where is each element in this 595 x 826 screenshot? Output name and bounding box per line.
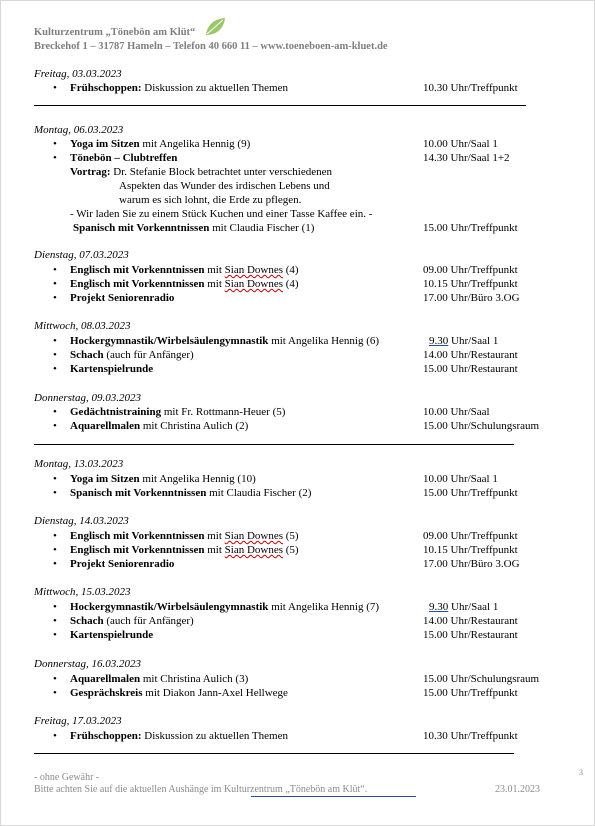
lecture-invitation: - Wir laden Sie zu einem Stück Kuchen und einer Tasse Kaffee ein. - [70,208,373,220]
instructor-name: Sian Downes [224,264,284,276]
bullet: • [53,264,57,276]
event-title: Tönebön – Clubtreffen [70,152,178,164]
event-time: 17.00 Uhr/Büro 3.OG [423,292,520,304]
event-title: Spanisch mit Vorkenntnissen [70,487,207,499]
section-divider [34,753,514,754]
event-title: Hockergymnastik/Wirbelsäulengymnastik [70,601,269,613]
event-title: Projekt Seniorenradio [70,292,175,304]
bullet: • [53,615,57,627]
bullet: • [53,558,57,570]
event-time: 09.00 Uhr/Treffpunkt [423,264,518,276]
event-detail: (auch für Anfänger) [103,615,194,627]
bullet: • [53,629,57,641]
lecture-line-2: Aspekten das Wunder des irdischen Lebens und [119,180,330,192]
event-detail: mit Angelika Hennig (10) [139,473,256,485]
event-row [73,222,314,235]
event-time: 10.15 Uhr/Treffpunkt [423,544,518,556]
bullet: • [53,687,57,699]
event-title: Frühschoppen: [70,730,142,742]
event-title: Gedächtnistraining [70,406,162,418]
event-title: Englisch mit Vorkenntnissen [70,264,205,276]
bullet: • [53,292,57,304]
event-title: Projekt Seniorenradio [70,558,175,570]
lecture-line-1: Vortrag: Dr. Stefanie Block betrachtet unter verschiedenen [70,166,332,178]
day-heading: Donnerstag, 09.03.2023 [34,392,141,404]
section-divider [34,105,526,106]
day-heading: Montag, 06.03.2023 [34,124,124,136]
event-title: Yoga im Sitzen [70,473,140,485]
instructor-name: Sian Downes [224,278,284,290]
event-title: Hockergymnastik/Wirbelsäulengymnastik [70,335,269,347]
footer-disclaimer: - ohne Gewähr - [34,772,100,783]
event-detail: mit Diakon Jann-Axel Hellwege [142,687,288,699]
event-time: 15.00 Uhr/Treffpunkt [423,687,518,699]
bullet: • [53,487,57,499]
footer-underline [251,796,416,797]
leaf-icon [204,17,226,37]
event-time: 15.00 Uhr/Restaurant [423,629,518,641]
event-detail: mit Christina Aulich (2) [140,420,249,432]
bullet: • [53,138,57,150]
event-time: 09.00 Uhr/Treffpunkt [423,530,518,542]
day-heading: Montag, 13.03.2023 [34,458,124,470]
event-title: Kartenspielrunde [70,629,154,641]
event-time: 14.00 Uhr/Restaurant [423,349,518,361]
event-title: Schach [70,349,104,361]
day-heading: Dienstag, 07.03.2023 [34,249,129,261]
day-heading: Freitag, 17.03.2023 [34,715,122,727]
event-time: 15.00 Uhr/Schulungsraum [423,673,540,685]
bullet: • [53,673,57,685]
event-time: 10.15 Uhr/Treffpunkt [423,278,518,290]
event-title: Gesprächskreis [70,687,143,699]
event-detail: Diskussion zu aktuellen Themen [141,730,288,742]
event-time: 9.30 Uhr/Saal 1 [429,601,499,613]
document-page: Kulturzentrum „Tönebön am Klüt“ Breckehof 1 – 31787 Hameln – Telefon 40 660 11 – www.toeneboen-am-kluet.de Freitag, 03.03.2023 • Frühschoppen: Diskussion zu aktuellen Themen 10.30 Uhr/Treffpunkt Montag, 06.03.2023 • Yoga im Sitzen mit Angelika Hennig (9) 10.00 Uhr/Saal 1 • Tönebön – Clubtreffen 14.30 Uhr/Saal 1+2 Vortrag: Dr. Stefanie Block betrachtet unter verschiedenen Aspekten das Wunder des irdischen Lebens und warum es sich lohnt, die Erde zu pflegen. - Wir laden Sie zu einem Stück Kuchen und einer Tasse Kaffee ein. - Spanisch mit Vorkenntnissen mit Claudia Fischer (1) 15.00 Uhr/Treffpunkt Dienstag, 07.03.2023 • Englisch mit Vorkenntnissen mit Sian Downes (4) 09.00 Uhr/Treffpunkt • Englisch mit Vorkenntnissen mit Sian Downes (4) 10.15 Uhr/Treffpunkt • Projekt Seniorenradio 17.00 Uhr/Büro 3.OG Mittwoch, 08.03.2023 • Hockergymnastik/Wirbelsäulengymnastik mit Angelika Hennig (6) 9.30 Uhr/Saal 1 • Schach (auch für Anfänger) 14.00 Uhr/Restaurant • Kartenspielrunde 15.00 Uhr/Restaurant Donnerstag, 09.03.2023 • Gedächtnistraining mit Fr. Rottmann-Heuer (5) 10.00 Uhr/Saal • Aquarellmalen mit Christina Aulich (2) 15.00 Uhr/Schulungsraum Montag, 13.03.2023 • Yoga im Sitzen mit Angelika Hennig (10) 10.00 Uhr/Saal 1 • Spanisch mit Vorkenntnissen mit Claudia Fischer (2) 15.00 Uhr/Treffpunkt Dienstag, 14.03.2023 • Englisch mit Vorkenntnissen mit Sian Downes (5) 09.00 Uhr/Treffpunkt • Englisch mit Vorkenntnissen mit Sian Downes (5) 10.15 Uhr/Treffpunkt • Projekt Seniorenradio 17.00 Uhr/Büro 3.OG Mittwoch, 15.03.2023 • Hockergymnastik/Wirbelsäulengymnastik mit Angelika Hennig (7) 9.30 Uhr/Saal 1 • Schach (auch für Anfänger) 14.00 Uhr/Restaurant • Kartenspielrunde 15.00 Uhr/Restaurant Donnerstag, 16.03.2023 • Aquarellmalen mit Christina Aulich (3) 15.00 Uhr/Schulungsraum • Gesprächskreis mit Diakon Jann-Axel Hellwege 15.00 Uhr/Treffpunkt Freitag, 17.03.2023 • Frühschoppen: Diskussion zu aktuellen Themen 10.30 Uhr/Treffpunkt - ohne Gewähr - Bitte achten Sie auf die aktuellen Aushänge im Kulturzentrum „Tönebön am Klüt“. 23.01.2023 3 [0,0,595,826]
footer-date: 23.01.2023 [495,784,540,795]
page-number: 3 [579,768,583,777]
bullet: • [53,349,57,361]
event-detail: mit Angelika Hennig (9) [139,138,251,150]
event-title: Spanisch mit Vorkenntnissen [73,222,210,234]
event-detail: (auch für Anfänger) [103,349,194,361]
event-time: 10.30 Uhr/Treffpunkt [423,730,518,742]
event-title: Englisch mit Vorkenntnissen [70,530,205,542]
event-title: Yoga im Sitzen [70,138,140,150]
bullet: • [53,335,57,347]
day-heading: Mittwoch, 15.03.2023 [34,586,131,598]
event-time: 10.00 Uhr/Saal 1 [423,473,498,485]
event-title: Englisch mit Vorkenntnissen [70,278,205,290]
event-title: Frühschoppen: [70,82,142,94]
event-time: 9.30 Uhr/Saal 1 [429,335,499,347]
event-detail: mit Angelika Hennig (6) [268,335,380,347]
event-detail: mit Christina Aulich (3) [140,673,249,685]
section-divider [34,444,514,445]
event-detail: mit Fr. Rottmann-Heuer (5) [161,406,286,418]
event-time: 15.00 Uhr/Restaurant [423,363,518,375]
event-detail: mit Claudia Fischer (2) [206,487,312,499]
event-detail: mit Claudia Fischer (1) [209,222,315,234]
bullet: • [53,530,57,542]
bullet: • [53,420,57,432]
event-title: Aquarellmalen [70,673,141,685]
event-time: 10.00 Uhr/Saal [423,406,490,418]
event-detail: Diskussion zu aktuellen Themen [141,82,288,94]
event-time: 15.00 Uhr/Treffpunkt [423,222,518,234]
bullet: • [53,152,57,164]
event-title: Englisch mit Vorkenntnissen [70,544,205,556]
day-heading: Mittwoch, 08.03.2023 [34,320,131,332]
event-time: 14.30 Uhr/Saal 1+2 [423,152,510,164]
event-title: Aquarellmalen [70,420,141,432]
event-title: Schach [70,615,104,627]
lecture-label: Vortrag: [70,166,111,178]
event-time: 10.30 Uhr/Treffpunkt [423,82,518,94]
header-title: Kulturzentrum „Tönebön am Klüt“ [34,27,196,38]
event-time: 15.00 Uhr/Schulungsraum [423,420,540,432]
day-heading: Donnerstag, 16.03.2023 [34,658,141,670]
event-time: 14.00 Uhr/Restaurant [423,615,518,627]
bullet: • [53,601,57,613]
bullet: • [53,544,57,556]
day-heading: Freitag, 03.03.2023 [34,68,122,80]
event-title: Kartenspielrunde [70,363,154,375]
instructor-name: Sian Downes [224,530,284,542]
bullet: • [53,82,57,94]
bullet: • [53,473,57,485]
header-address: Breckehof 1 – 31787 Hameln – Telefon 40 660 11 – www.toeneboen-am-kluet.de [34,41,388,52]
bullet: • [53,363,57,375]
footer-note: Bitte achten Sie auf die aktuellen Aushänge im Kulturzentrum „Tönebön am Klüt“. [34,784,368,795]
bullet: • [53,730,57,742]
instructor-name: Sian Downes [224,544,284,556]
event-time: 17.00 Uhr/Büro 3.OG [423,558,520,570]
event-detail: mit Angelika Hennig (7) [268,601,380,613]
event-time: 10.00 Uhr/Saal 1 [423,138,498,150]
event-time: 15.00 Uhr/Treffpunkt [423,487,518,499]
day-heading: Dienstag, 14.03.2023 [34,515,129,527]
bullet: • [53,278,57,290]
lecture-line-3: warum es sich lohnt, die Erde zu pflegen. [119,194,302,206]
bullet: • [53,406,57,418]
